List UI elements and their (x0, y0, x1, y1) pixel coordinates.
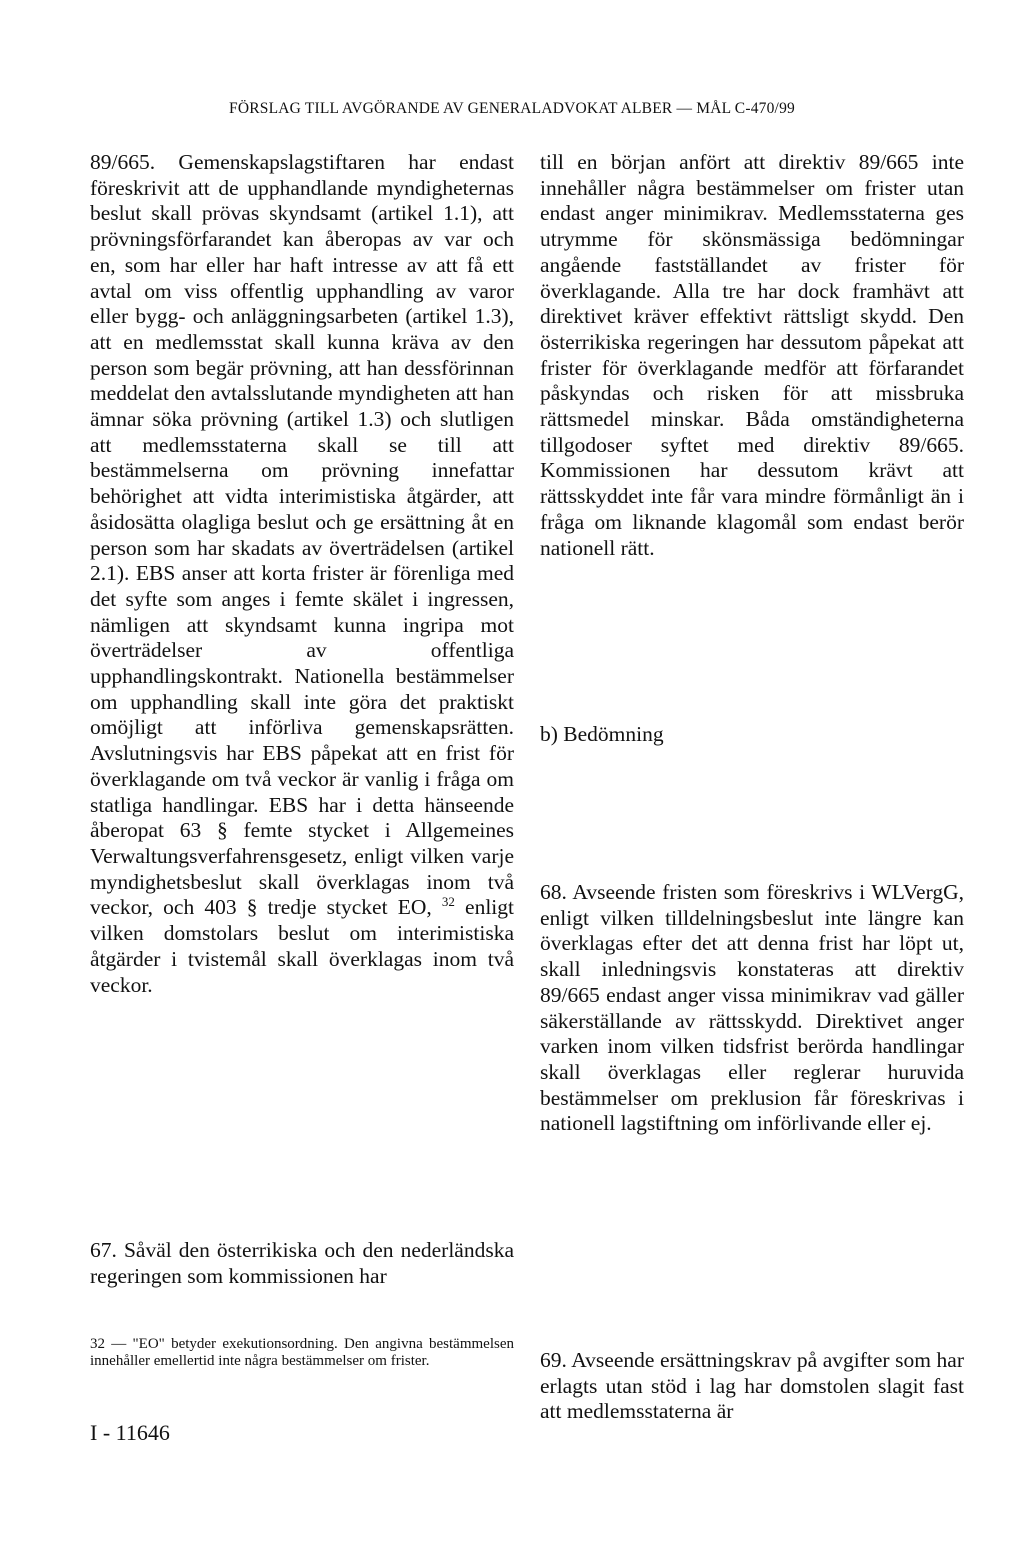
running-header: FÖRSLAG TILL AVGÖRANDE AV GENERALADVOKAT ALBER — MÅL C-470/99 (229, 100, 795, 117)
paragraph-68 (540, 880, 964, 1137)
page-number: I - 11646 (90, 1420, 170, 1445)
left-column (90, 150, 514, 998)
paragraph-text-end: enligt vilken domstolars beslut om interimistiska åtgärder i tvistemål skall överklagas inom två veckor. (90, 895, 514, 997)
paragraph-69 (540, 1348, 964, 1425)
footnote-text: 32 — "EO" betyder exekutionsordning. Den angivna bestämmelsen innehåller emellertid inte några bestämmelser om frister. (90, 1336, 514, 1369)
paragraph-67-text: 67. Såväl den österrikiska och den nederländska regeringen som kommissionen har (90, 1238, 514, 1288)
footnote (90, 1336, 514, 1370)
paragraph-continued-right: till en början anfört att direktiv 89/665 inte innehåller några bestämmelser om frister utan endast anger minimikrav. Medlemsstaterna ges utrymme för skönsmässiga bedömningar angående fastställandet av frister för överklagande. Alla tre har dock framhävt att direktivet kräver effektivt rättsligt skydd. Den österrikiska regeringen har dessutom påpekat att frister för överklagande medför att förfarandet påskyndas och risken för att missbruka rättsmedel minskar. Båda omständigheterna tillgodoser syftet med direktiv 89/665. Kommissionen har dessutom krävt att rättsskyddet inte får vara mindre förmånligt än i fråga om liknande klagomål som endast berör nationell rätt. (540, 150, 964, 560)
paragraph-text: 89/665. Gemenskapslagstiftaren har endast föreskrivit att de upphandlande myndigheternas beslut skall prövas skyndsamt (artikel 1.1), att prövningsförfarandet kan åberopas av var och en, som har eller har haft intresse av att få ett avtal om viss offentlig upphandling av varor eller bygg- och anläggningsarbeten (artikel 1.3), att en medlemsstat skall kunna kräva av den person som begär prövning, att han dessförinnan meddelat den avtalsslutande myndigheten att han ämnar söka prövning (artikel 1.3) och slutligen att medlemsstaterna skall se till att bestämmelserna om prövning innefattar behörighet att vidta interimistiska åtgärder, att åsidosätta olagliga beslut och ge ersättning åt en person som har skadats av överträdelsen (artikel 2.1). EBS anser att korta frister är förenliga med det syfte som anges i femte skälet i ingressen, nämligen att skyndsamt kunna ingripa mot överträdelser av offentliga upphandlingskontrakt. Nationella bestämmelser om upphandling skall inte göra det praktiskt omöjligt att införliva gemenskapsrätten. Avslutningsvis har EBS påpekat att en frist för överklagande om två veckor är vanlig i fråga om statliga handlingar. EBS har i detta hänseende åberopat 63 § femte stycket i Allgemeines Verwaltungsverfahrensgesetz, enligt vilken varje myndighetsbeslut skall överklagas inom två veckor, och 403 § tredje stycket EO, (90, 150, 514, 920)
paragraph-68-text: 68. Avseende fristen som föreskrivs i WLVergG, enligt vilken tilldelningsbeslut inte längre kan överklagas efter det att denna frist har löpt ut, skall inledningsvis konstateras att direktiv 89/665 endast anger vissa minimikrav vad gäller säkerställande av rättsskydd. Direktivet anger varken inom vilken tidsfrist berörda handlingar skall överklagas eller reglerar huruvida bestämmelser om preklusion får föreskrivas i nationell lagstiftning om införlivande eller ej. (540, 880, 964, 1136)
paragraph-67 (90, 1238, 514, 1289)
paragraph-continued (90, 150, 514, 998)
footnote-reference: 32 (441, 894, 455, 910)
right-column-top (540, 150, 964, 561)
section-heading: b) Bedömning (540, 722, 664, 746)
paragraph-69-text: 69. Avseende ersättningskrav på avgifter som har erlagts utan stöd i lag har domstolen slagit fast att medlemsstaterna är (540, 1348, 964, 1424)
